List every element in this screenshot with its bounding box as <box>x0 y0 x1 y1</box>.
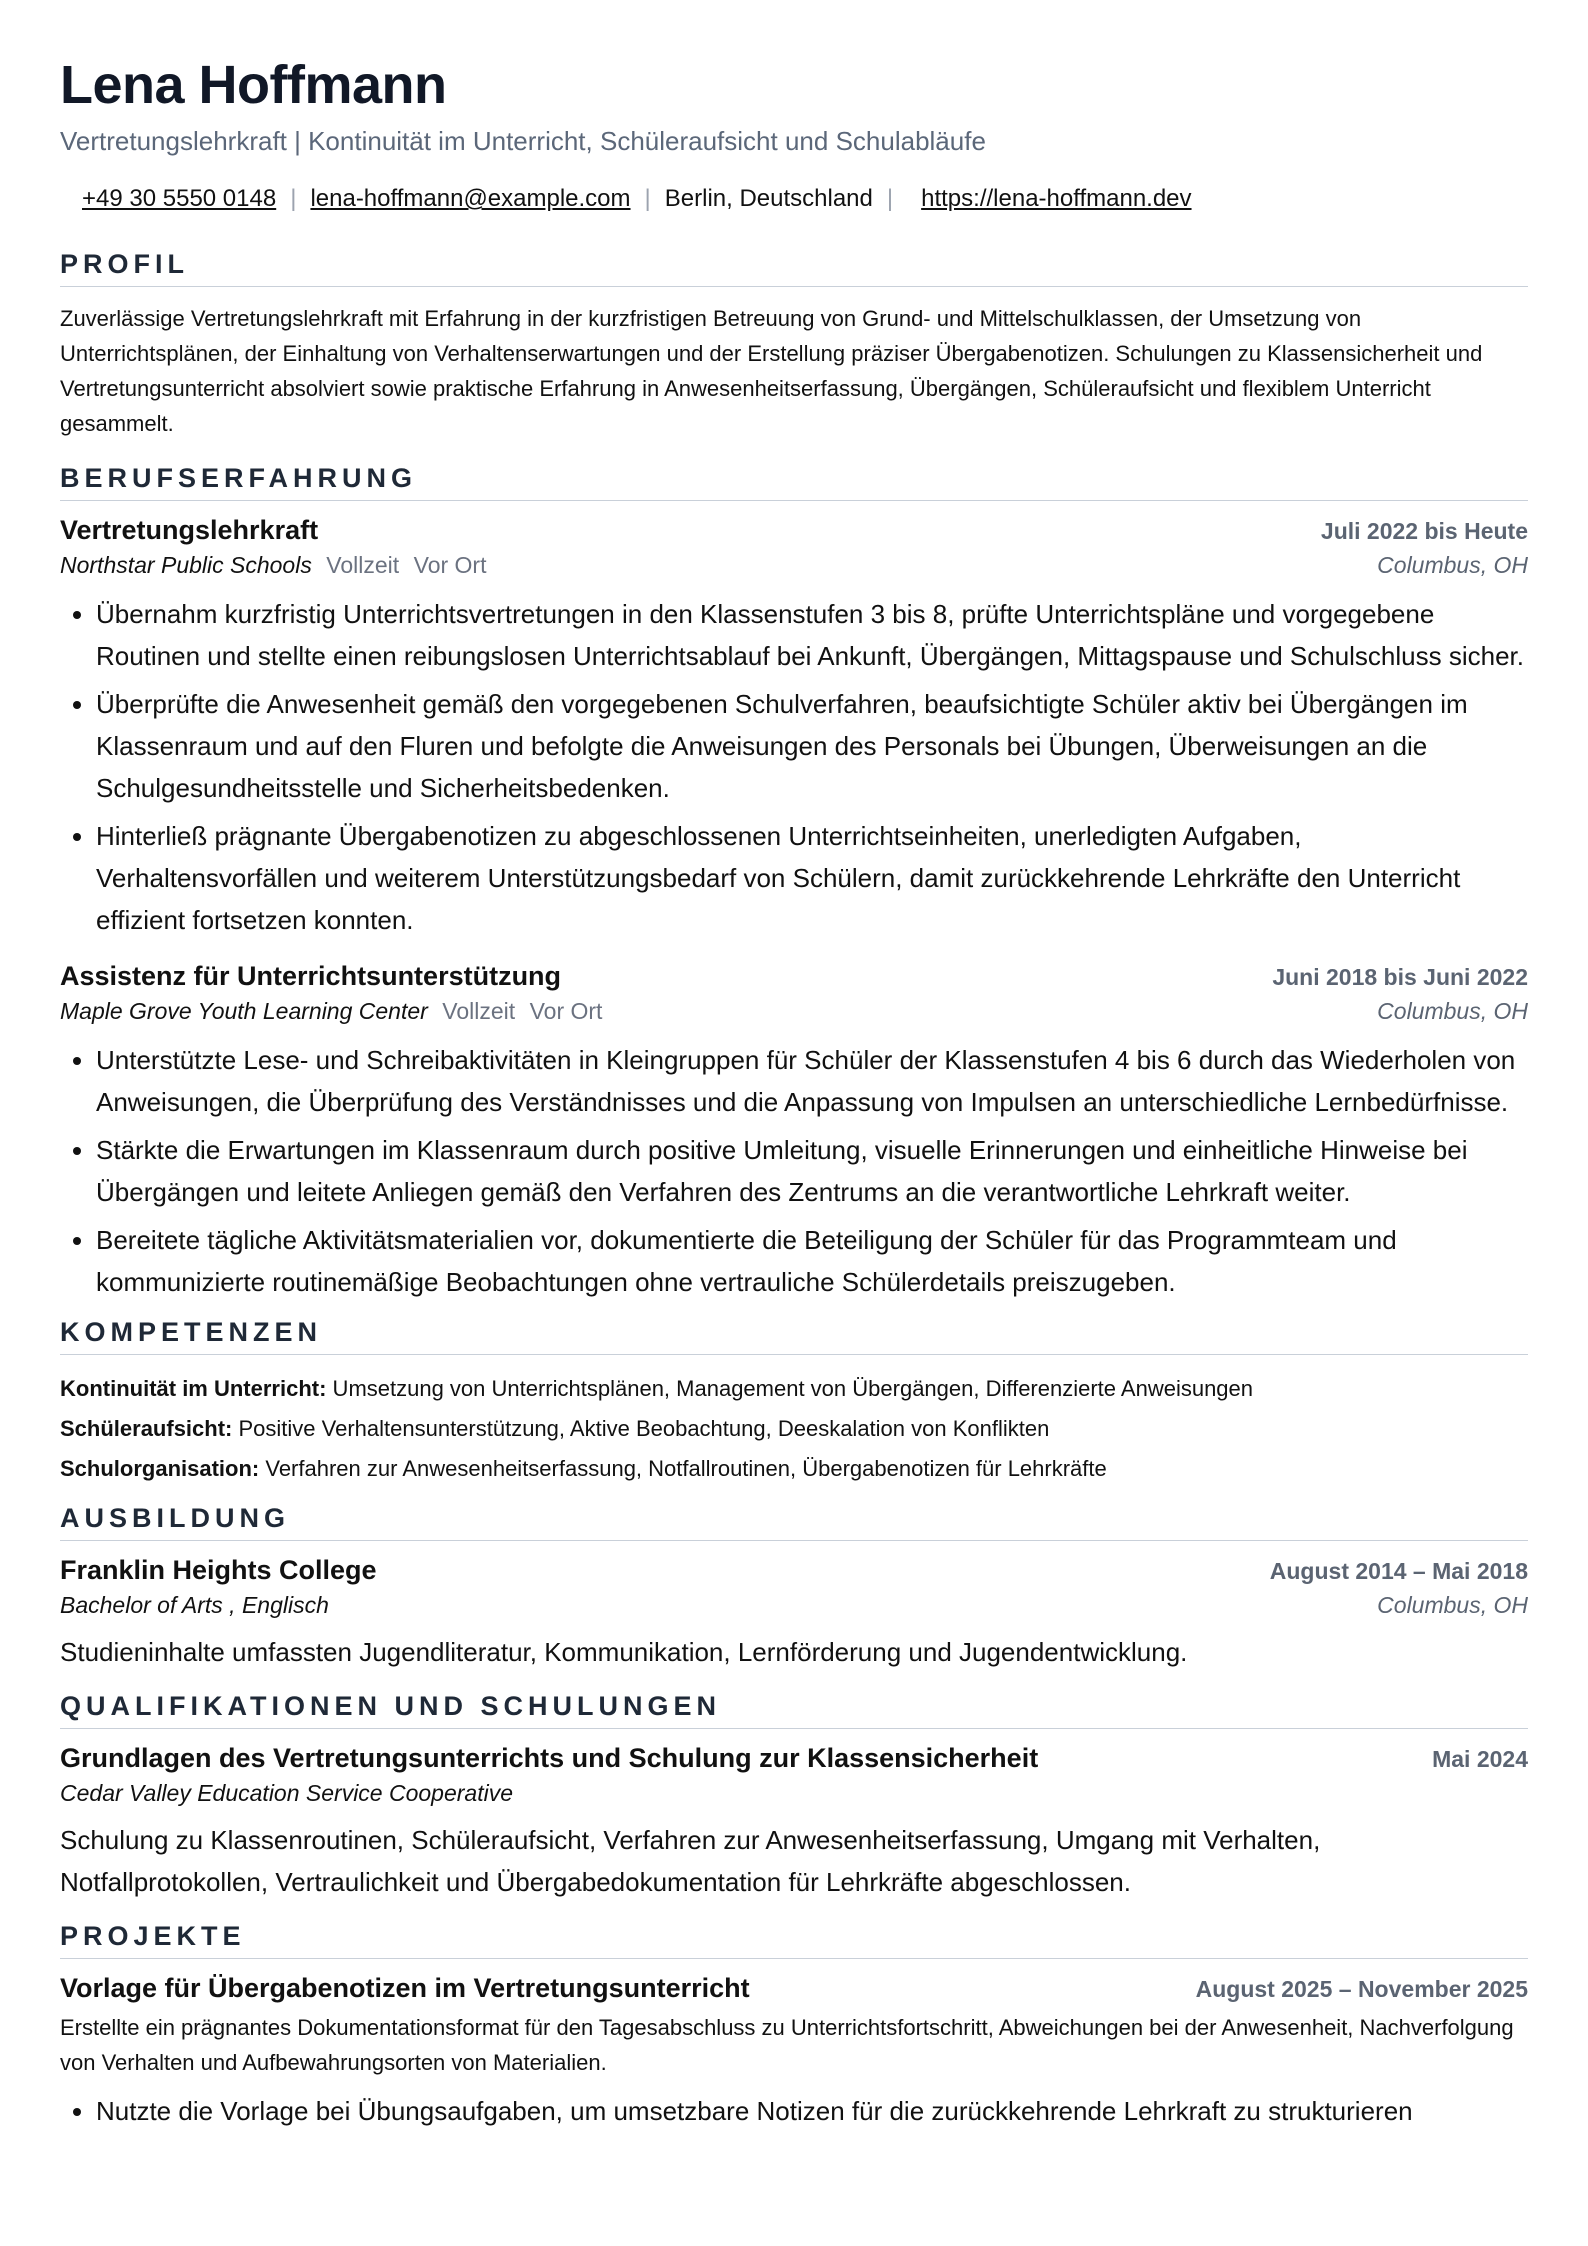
job-organization: Maple Grove Youth Learning Center <box>60 998 428 1025</box>
job-location: Columbus, OH <box>1377 998 1528 1025</box>
section-title-skills: KOMPETENZEN <box>60 1317 1528 1355</box>
projects-section <box>60 1921 1528 2132</box>
job-bullet: • Übernahm kurzfristig Unterrichtsvertretungen in den Klassenstufen 3 bis 8, prüfte Unterrichtspläne und vorgegebene Routinen und stellte einen reibungslosen Unterrichtsablauf bei Ankunft, Übergängen, Mittagspause und Schulschluss sicher. <box>96 593 1528 677</box>
job-bullets <box>60 593 1528 941</box>
job-bullet: • Unterstützte Lese- und Schreibaktivitäten in Kleingruppen für Schüler der Klassenstufen 4 bis 6 durch das Wiederholen von Anweisungen, die Überprüfung des Verständnisses und die Anpassung von Impulsen an unterschiedliche Lernbedürfnisse. <box>96 1039 1528 1123</box>
candidate-name: Lena Hoffmann <box>60 55 447 115</box>
job-date: Juli 2022 bis Heute <box>1320 518 1528 545</box>
job-bullet: • Stärkte die Erwartungen im Klassenraum durch positive Umleitung, visuelle Erinnerungen und einheitliche Hinweise bei Übergängen und leitete Anliegen gemäß den Verfahren des Zentrums an die verantwortliche Lehrkraft weiter. <box>96 1129 1528 1213</box>
project-name: Vorlage für Übergabenotizen im Vertretungsunterricht <box>60 1973 750 2004</box>
job-type: Vollzeit <box>326 552 400 579</box>
certification-issuer: Cedar Valley Education Service Cooperative <box>60 1780 514 1807</box>
project-entry <box>60 1973 1528 2132</box>
skills-section <box>60 1317 1528 1489</box>
job-organization: Northstar Public Schools <box>60 552 312 579</box>
skill-row <box>60 1409 1528 1449</box>
section-title-education: AUSBILDUNG <box>60 1503 1528 1541</box>
education-location: Columbus, OH <box>1377 1592 1528 1619</box>
section-title-experience: BERUFSERFAHRUNG <box>60 463 1528 501</box>
candidate-tagline: Vertretungslehrkraft | Kontinuität im Unterricht, Schüleraufsicht und Schulabläufe <box>60 126 986 157</box>
job-bullets <box>60 1039 1528 1303</box>
skill-value: Verfahren zur Anwesenheitserfassung, Notfallroutinen, Übergabenotizen für Lehrkräfte <box>259 1456 1107 1482</box>
certifications-section <box>60 1691 1528 1903</box>
experience-section <box>60 463 1528 1303</box>
job-mode: Vor Ort <box>413 552 487 579</box>
profile-text: Zuverlässige Vertretungslehrkraft mit Erfahrung in der kurzfristigen Betreuung von Grund- und Mittelschulklassen, der Umsetzung von Unterrichtsplänen, der Einhaltung von Verhaltenserwartungen und der Erstellung präziser Übergabenotizen. Schulungen zu Klassensicherheit und Vertretungsunterricht absolviert sowie praktische Erfahrung in Anwesenheitserfassung, Übergängen, Schüleraufsicht und flexiblem Unterricht gesammelt. <box>60 306 1483 437</box>
job-bullet: • Überprüfte die Anwesenheit gemäß den vorgegebenen Schulverfahren, beaufsichtigte Schüler aktiv bei Übergängen im Klassenraum und auf den Fluren und befolgte die Anweisungen des Personals bei Übungen, Überweisungen an die Schulgesundheitsstelle und Sicherheitsbedenken. <box>96 683 1528 809</box>
job-entry <box>60 961 1528 1303</box>
contact-separator: | <box>290 185 297 213</box>
skill-label: Schulorganisation: <box>60 1456 260 1482</box>
job-role: Assistenz für Unterrichtsunterstützung <box>60 961 562 992</box>
certification-entry <box>60 1743 1528 1903</box>
skill-value: Positive Verhaltensunterstützung, Aktive Beobachtung, Deeskalation von Konflikten <box>232 1416 1050 1442</box>
certification-date: Mai 2024 <box>1432 1746 1528 1773</box>
skill-value: Umsetzung von Unterrichtsplänen, Management von Übergängen, Differenzierte Anweisungen <box>326 1376 1254 1402</box>
contact-separator: | <box>886 185 894 213</box>
job-mode: Vor Ort <box>529 998 603 1025</box>
degree: Bachelor of Arts , Englisch <box>60 1592 329 1619</box>
location-text: Berlin, Deutschland <box>664 185 873 213</box>
job-bullet: • Hinterließ prägnante Übergabenotizen zu abgeschlossenen Unterrichtseinheiten, unerledigten Aufgaben, Verhaltensvorfällen und weiterem Unterstützungsbedarf von Schülern, damit zurückkehrende Lehrkräfte den Unterricht effizient fortsetzen konnten. <box>96 815 1528 941</box>
job-date: Juni 2018 bis Juni 2022 <box>1272 964 1528 991</box>
job-type: Vollzeit <box>442 998 516 1025</box>
project-date: August 2025 – November 2025 <box>1195 1976 1528 2003</box>
job-entry <box>60 515 1528 941</box>
education-description: Studieninhalte umfassten Jugendliteratur, Kommunikation, Lernförderung und Jugendentwicklung. <box>60 1637 1188 1668</box>
section-title-profile: PROFIL <box>60 249 1528 287</box>
job-location: Columbus, OH <box>1377 552 1528 579</box>
phone-link[interactable]: +49 30 5550 0148 <box>82 185 277 213</box>
project-bullet: • Nutzte die Vorlage bei Übungsaufgaben, um umsetzbare Notizen für die zurückkehrende Lehrkraft zu strukturieren <box>96 2090 1528 2132</box>
profile-section <box>60 249 1528 441</box>
education-section <box>60 1503 1528 1673</box>
education-entry <box>60 1555 1528 1673</box>
section-title-projects: PROJEKTE <box>60 1921 1528 1959</box>
project-description: Erstellte ein prägnantes Dokumentationsformat für den Tagesabschluss zu Unterrichtsfortschritt, Abweichungen bei der Anwesenheit, Nachverfolgung von Verhalten und Aufbewahrungsorten von Materialien. <box>60 2015 1514 2076</box>
section-title-certifications: QUALIFIKATIONEN UND SCHULUNGEN <box>60 1691 1528 1729</box>
job-role: Vertretungslehrkraft <box>60 515 319 546</box>
contact-separator: | <box>644 185 651 213</box>
certification-name: Grundlagen des Vertretungsunterrichts und Schulung zur Klassensicherheit <box>60 1743 1039 1774</box>
job-bullet: • Bereitete tägliche Aktivitätsmaterialien vor, dokumentierte die Beteiligung der Schüler für das Programmteam und kommunizierte routinemäßige Beobachtungen ohne vertrauliche Schülerdetails preiszugeben. <box>96 1219 1528 1303</box>
website-link[interactable]: https://lena-hoffmann.dev <box>921 185 1192 213</box>
certification-description: Schulung zu Klassenroutinen, Schüleraufsicht, Verfahren zur Anwesenheitserfassung, Umgang mit Verhalten, Notfallprotokollen, Vertraulichkeit und Übergabedokumentation für Lehrkräfte abgeschlossen. <box>60 1825 1321 1898</box>
contact-bar <box>82 185 1528 213</box>
skill-row <box>60 1449 1528 1489</box>
project-bullets <box>60 2090 1528 2132</box>
skill-row <box>60 1369 1528 1409</box>
school-name: Franklin Heights College <box>60 1555 377 1586</box>
email-link[interactable]: lena-hoffmann@example.com <box>310 185 631 213</box>
skill-label: Kontinuität im Unterricht: <box>60 1376 327 1402</box>
skill-label: Schüleraufsicht: <box>60 1416 233 1442</box>
education-date: August 2014 – Mai 2018 <box>1269 1558 1528 1585</box>
